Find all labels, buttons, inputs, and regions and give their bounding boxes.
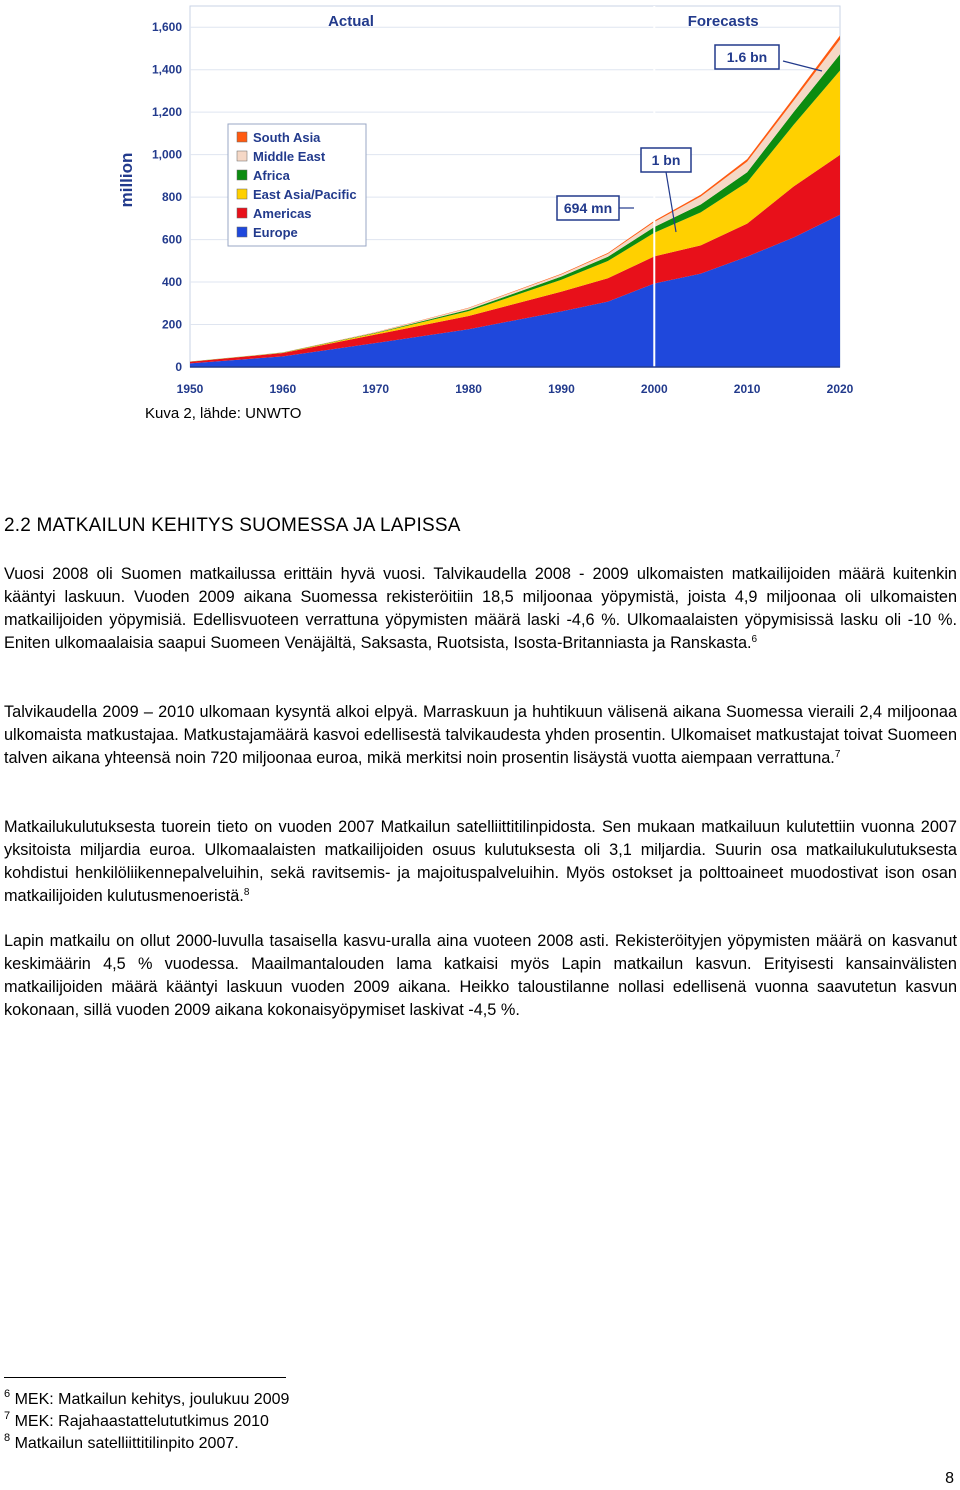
legend-label: South Asia: [253, 130, 321, 145]
footnote-8: [4, 1433, 239, 1455]
legend-label: Europe: [253, 225, 298, 240]
legend-label: Africa: [253, 168, 290, 183]
y-tick-label: 800: [161, 190, 182, 205]
annotation-label: 694 mn: [563, 200, 613, 216]
paragraph-2-text: Talvikaudella 2009 – 2010 ulkomaan kysyntä alkoi elpyä. Marraskuun ja huhtikuun välisenä aikana Suomessa vieraili 2,4 miljoonaa ulkomaista matkustajaa. Matkustajamäärä kasvoi edellisestä talvikaudesta yhden prosentin. Ulkomaiset matkustajat toivat Suomeen talven aikana yhteensä noin 720 miljoonaa euroa, mikä merkitsi noin prosentin lisäystä vuotta aiempaan verrattuna.: [4, 703, 957, 767]
legend-swatch: [237, 132, 247, 142]
legend-label: East Asia/Pacific: [253, 187, 357, 202]
footnote-number: 8: [4, 1432, 11, 1444]
legend-swatch: [237, 170, 247, 180]
actual-label: Actual: [328, 13, 374, 31]
annotation-label: 1.6 bn: [726, 49, 768, 65]
paragraph-4-text: Lapin matkailu on ollut 2000-luvulla tasaisella kasvu-uralla aina vuoteen 2008 asti. Rekisteröityjen yöpymisten määrä on kasvanut keskimäärin 4,5 % vuodessa. Maailmantalouden lama katkaisi myös Lapin matkailun kasvun. Erityisesti kansainvälisten matkailijoiden määrä kääntyi laskuun vuoden 2009 aikana. Heikko taloustilanne nollasi edellisenä vuonna saavutetun kasvun kokonaan, sillä vuoden 2009 aikana kokonaisyöpymiset laskivat -4,5 %.: [4, 932, 957, 1019]
x-tick-label: 2020: [826, 382, 854, 396]
footnote-text: MEK: Matkailun kehitys, joulukuu 2009: [14, 1391, 290, 1408]
footnote-ref-7: 7: [834, 749, 841, 760]
y-tick-label: 1,000: [151, 147, 182, 162]
footnote-ref-6: 6: [751, 634, 758, 645]
legend-swatch: [237, 208, 247, 218]
forecasts-label: Forecasts: [687, 13, 759, 31]
section-heading: 2.2 MATKAILUN KEHITYS SUOMESSA JA LAPISSA: [4, 515, 461, 536]
paragraph-4: [4, 930, 957, 1022]
footnote-text: MEK: Rajahaastattelututkimus 2010: [14, 1413, 269, 1430]
x-tick-label: 1980: [455, 382, 482, 396]
y-tick-label: 200: [161, 317, 182, 332]
x-tick-label: 1970: [362, 382, 390, 396]
footnote-ref-8: 8: [243, 887, 250, 898]
x-tick-label: 1950: [176, 382, 204, 396]
paragraph-2: [4, 701, 957, 770]
tourism-area-chart: [110, 0, 854, 400]
legend-label: Middle East: [253, 149, 326, 164]
legend-swatch: [237, 227, 247, 237]
x-tick-label: 1990: [548, 382, 575, 396]
paragraph-3: [4, 816, 957, 908]
y-tick-label: 400: [161, 275, 182, 290]
page-number: 8: [945, 1470, 954, 1487]
x-tick-label: 2010: [733, 382, 761, 396]
footnote-divider: [4, 1377, 286, 1378]
legend-label: Americas: [253, 206, 312, 221]
y-tick-label: 1,400: [151, 62, 182, 77]
x-tick-label: 2000: [640, 382, 668, 396]
y-tick-label: 600: [161, 232, 182, 247]
paragraph-3-text: Matkailukulutuksesta tuorein tieto on vuoden 2007 Matkailun satelliittitilinpidosta. Sen mukaan matkailuun kulutettiin vuonna 2007 yksitoista miljardia euroa. Ulkomaalaisten matkailijoiden osuus kulutuksesta oli 3,1 miljardia. Suurin osa matkailukulutuksesta kohdistui henkilöliikennepalveluihin, sekä ravitsemis- ja majoituspalveluihin. Myös ostokset ja polttoaineet muodostivat ison osan matkailijoiden kulutusmenoeristä.: [4, 818, 957, 905]
legend-swatch: [237, 189, 247, 199]
figure-caption: Kuva 2, lähde: UNWTO: [145, 405, 302, 422]
annotation-label: 1 bn: [651, 152, 681, 168]
footnote-text: Matkailun satelliittitilinpito 2007.: [14, 1435, 239, 1452]
paragraph-1-text: Vuosi 2008 oli Suomen matkailussa erittäin hyvä vuosi. Talvikaudella 2008 - 2009 ulkomaisten matkailijoiden määrä kuitenkin kääntyi laskuun. Vuoden 2009 aikana Suomessa rekisteröitiin 18,5 miljoonaa yöpymistä, joista 4,9 miljoonaa oli ulkomaisten matkailijoiden yöpymisiä. Edellisvuoteen verrattuna yöpymisten määrä laski -4,6 %. Ulkomaalaisten yöpymisissä lasku oli -10 %. Eniten ulkomaalaisia saapui Suomeen Venäjältä, Saksasta, Ruotsista, Isosta-Britanniasta ja Ranskasta.: [4, 565, 957, 652]
footnote-number: 6: [4, 1388, 11, 1400]
paragraph-1: [4, 563, 957, 655]
y-axis-label: million: [117, 152, 136, 208]
footnote-7: [4, 1411, 269, 1433]
x-tick-label: 1960: [269, 382, 297, 396]
chart-svg: [110, 0, 854, 400]
footnote-6: [4, 1389, 289, 1411]
footnote-number: 7: [4, 1410, 11, 1422]
y-tick-label: 1,600: [151, 20, 182, 35]
y-tick-label: 1,200: [151, 105, 182, 120]
legend-swatch: [237, 151, 247, 161]
y-tick-label: 0: [175, 360, 182, 374]
